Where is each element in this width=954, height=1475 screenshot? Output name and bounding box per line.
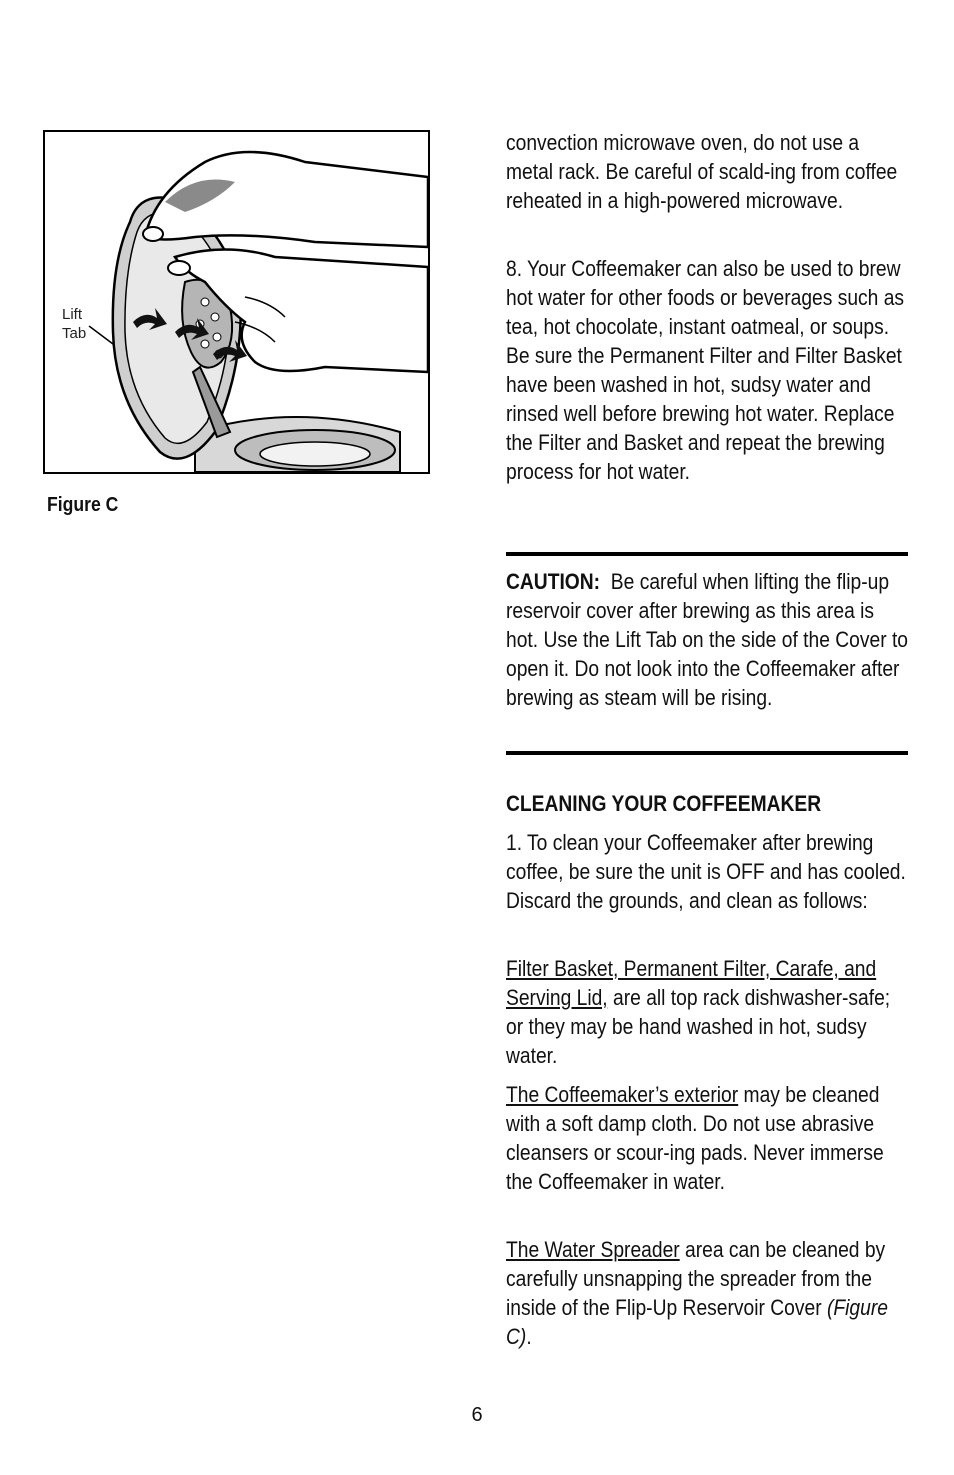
- exterior-text: may be cleaned with a soft damp cloth. Do not use abrasive cleansers or scour-ing pads. Never immerse the Coffeemaker in water.: [506, 1082, 884, 1194]
- paragraph-microwave: convection microwave oven, do not use a metal rack. Be careful of scald-ing from coffee reheated in a high-powered microwave.: [506, 130, 898, 213]
- lift-tab-label-line1: Lift: [62, 306, 83, 323]
- page-number: 6: [471, 1404, 483, 1426]
- dishwasher-text: are all top rack dishwasher-safe; or they may be hand washed in hot, sudsy water.: [506, 985, 891, 1068]
- paragraph-water-spreader: [506, 1235, 909, 1351]
- period: .: [526, 1324, 532, 1349]
- caution-label: CAUTION:: [506, 569, 601, 594]
- caution-text: Be careful when lifting the flip-up reservoir cover after brewing as this area is hot. Use the Lift Tab on the side of the Cover to open it. Do not look into the Coffeemaker after brewing as steam will be rising.: [506, 569, 909, 710]
- figure-reference: (Figure C): [506, 1295, 888, 1349]
- figure-c-illustration: [43, 130, 430, 474]
- caution-block: [506, 567, 909, 741]
- paragraph-clean-intro: 1. To clean your Coffeemaker after brewing coffee, be sure the unit is OFF and has cooled. Discard the grounds, and clean as follows:: [506, 830, 906, 913]
- exterior-label: The Coffeemaker’s exterior: [506, 1082, 739, 1107]
- cleaning-heading: CLEANING YOUR COFFEEMAKER: [506, 791, 822, 816]
- paragraph-dishwasher-safe: [506, 954, 909, 1070]
- dishwasher-parts: Filter Basket, Permanent Filter, Carafe, and Serving Lid,: [506, 956, 877, 1010]
- paragraph-exterior: [506, 1080, 909, 1225]
- water-spreader-label: The Water Spreader: [506, 1237, 680, 1262]
- figure-caption: Figure C: [47, 494, 119, 516]
- lift-tab-label: [62, 305, 86, 343]
- paragraph-hot-water: 8. Your Coffeemaker can also be used to brew hot water for other foods or beverages such as tea, hot chocolate, instant oatmeal, or soups. Be sure the Permanent Filter and Filter Basket have been washed in hot, sudsy water and rinsed well before brewing hot water. Replace the Filter and Basket and repeat the brewing process for hot water.: [506, 256, 905, 484]
- lift-tab-label-line2: Tab: [62, 325, 87, 342]
- text-column: [506, 128, 908, 1351]
- water-spreader-text: area can be cleaned by carefully unsnapping the spreader from the inside of the Flip-Up Reservoir Cover: [506, 1237, 886, 1320]
- coffeemaker-cover-drawing: [45, 132, 428, 472]
